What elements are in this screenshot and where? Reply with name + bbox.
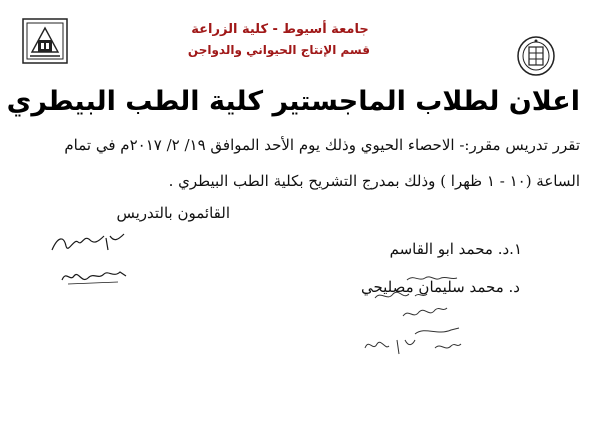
letterhead xyxy=(187,20,370,60)
department-name: قسم الإنتاج الحيواني والدواجن xyxy=(187,43,370,57)
signature-2-icon xyxy=(58,262,130,290)
instructors-heading: القائمون بالتدريس xyxy=(116,204,230,222)
signature-1-icon xyxy=(48,228,128,258)
university-seal-icon xyxy=(516,35,556,77)
announcement-title: اعلان لطلاب الماجستير كلية الطب البيطري xyxy=(6,86,580,117)
announcement-line-1: تقرر تدريس مقرر:- الاحصاء الحيوي وذلك يوم الأحد الموافق ١٩/ ٢/ ٢٠١٧م في تمام xyxy=(64,136,580,154)
instructor-name-1: ١.د. محمد ابو القاسم xyxy=(389,240,522,258)
instructor-name-2: د. محمد سليمان مصليحي xyxy=(360,278,520,296)
handwritten-endorsement-icon xyxy=(355,268,465,383)
university-faculty-name: جامعة أسيوط - كلية الزراعة xyxy=(191,22,369,37)
faculty-logo-icon xyxy=(22,18,68,64)
announcement-line-2: الساعة (١٠ - ١ ظهرا ) وذلك بمدرج التشريح بكلية الطب البيطري . xyxy=(168,172,580,190)
